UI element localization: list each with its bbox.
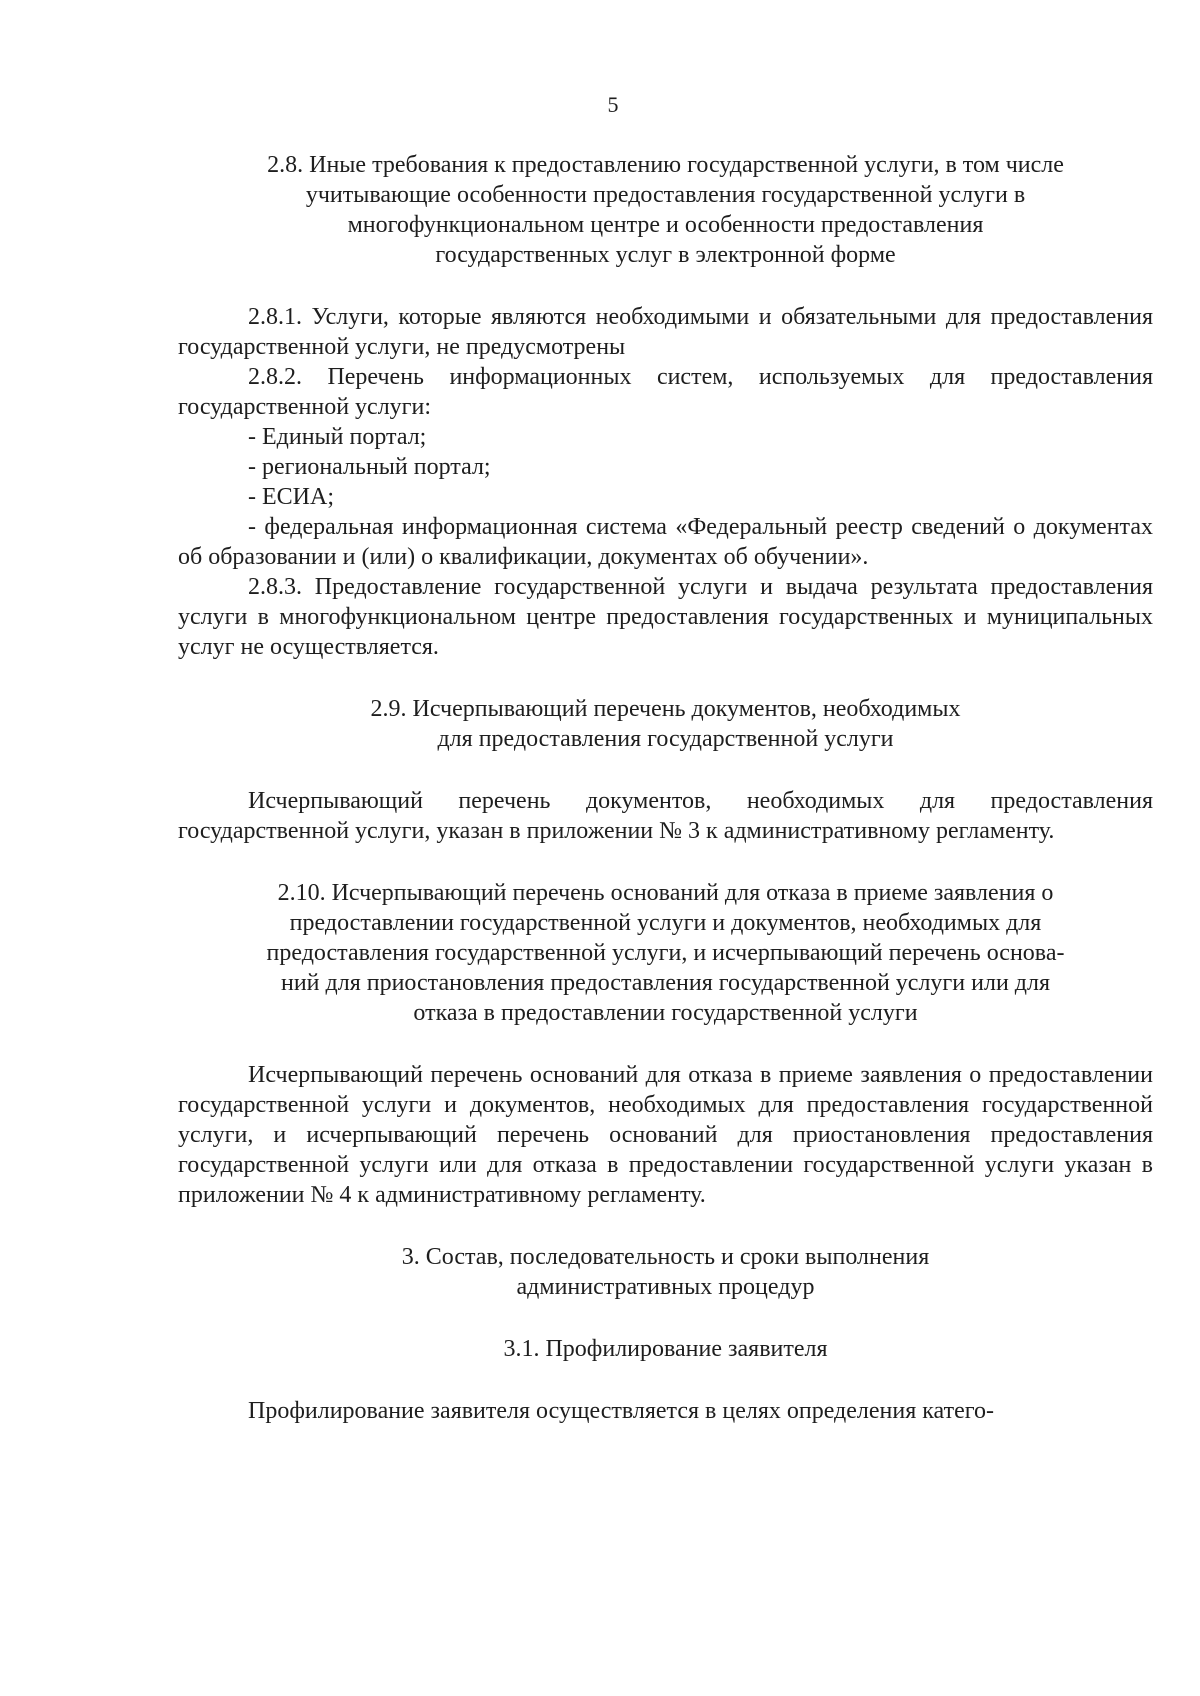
paragraph-3-1-body: Профилирование заявителя осуществляется в целях определения катего- — [248, 1398, 994, 1424]
heading-line: 3.1. Профилирование заявителя — [503, 1336, 828, 1362]
heading-line: для предоставления государственной услуги — [437, 726, 894, 752]
heading-line: 2.10. Исчерпывающий перечень оснований для отказа в приеме заявления о — [277, 880, 1054, 906]
paragraph-2-8-3: 2.8.3. Предоставление государственной услуги и выдача результата предоставления услуги в многофункциональном центре предоставления государственных и муниципальных услуг не осуществляется. — [178, 574, 1153, 660]
heading-line: многофункциональном центре и особенности предоставления — [347, 212, 984, 238]
section-2-9-heading — [178, 694, 1153, 754]
list-item-federal-system: - федеральная информационная система «Федеральный реестр сведений о документах об образовании и (или) о квалификации, документах об обучении». — [178, 514, 1153, 570]
paragraph-2-8-2: 2.8.2. Перечень информационных систем, используемых для предоставления государственной услуги: — [178, 364, 1153, 420]
heading-line: 2.9. Исчерпывающий перечень документов, необходимых — [370, 696, 961, 722]
heading-line: предоставлении государственной услуги и документов, необходимых для — [289, 910, 1042, 936]
heading-line: 2.8. Иные требования к предоставлению государственной услуги, в том числе — [267, 152, 1064, 178]
heading-line: отказа в предоставлении государственной услуги — [413, 1000, 918, 1026]
heading-line: государственных услуг в электронной форме — [435, 242, 896, 268]
section-2-8-heading — [178, 150, 1153, 270]
paragraph-2-8-1: 2.8.1. Услуги, которые являются необходимыми и обязательными для предоставления государственной услуги, не предусмотрены — [178, 304, 1153, 360]
paragraph-2-9-body: Исчерпывающий перечень документов, необходимых для предоставления государственной услуги, указан в приложении № 3 к административному регламенту. — [178, 788, 1153, 844]
list-item: - Единый портал; — [248, 424, 427, 450]
list-item: - ЕСИА; — [248, 484, 334, 510]
paragraph-2-10-body: Исчерпывающий перечень оснований для отказа в приеме заявления о предоставлении государственной услуги и документов, необходимых для предоставления государственной услуги, и исчерпывающий перечень оснований для приостановления предоставления государственной услуги или для отказа в предоставлении государственной услуги указан в приложении № 4 к административному регламенту. — [178, 1062, 1153, 1208]
page-content — [178, 150, 1153, 1426]
section-3-heading — [178, 1242, 1153, 1302]
heading-line: предоставления государственной услуги, и исчерпывающий перечень основа- — [266, 940, 1065, 966]
page-number: 5 — [607, 92, 619, 117]
section-3-1-heading — [178, 1334, 1153, 1364]
heading-line: административных процедур — [516, 1274, 815, 1300]
heading-line: ний для приостановления предоставления государственной услуги или для — [280, 970, 1051, 996]
section-2-10-heading — [178, 878, 1153, 1028]
heading-line: учитывающие особенности предоставления государственной услуги в — [305, 182, 1026, 208]
list-item: - региональный портал; — [248, 454, 491, 480]
heading-line: 3. Состав, последовательность и сроки выполнения — [401, 1244, 930, 1270]
